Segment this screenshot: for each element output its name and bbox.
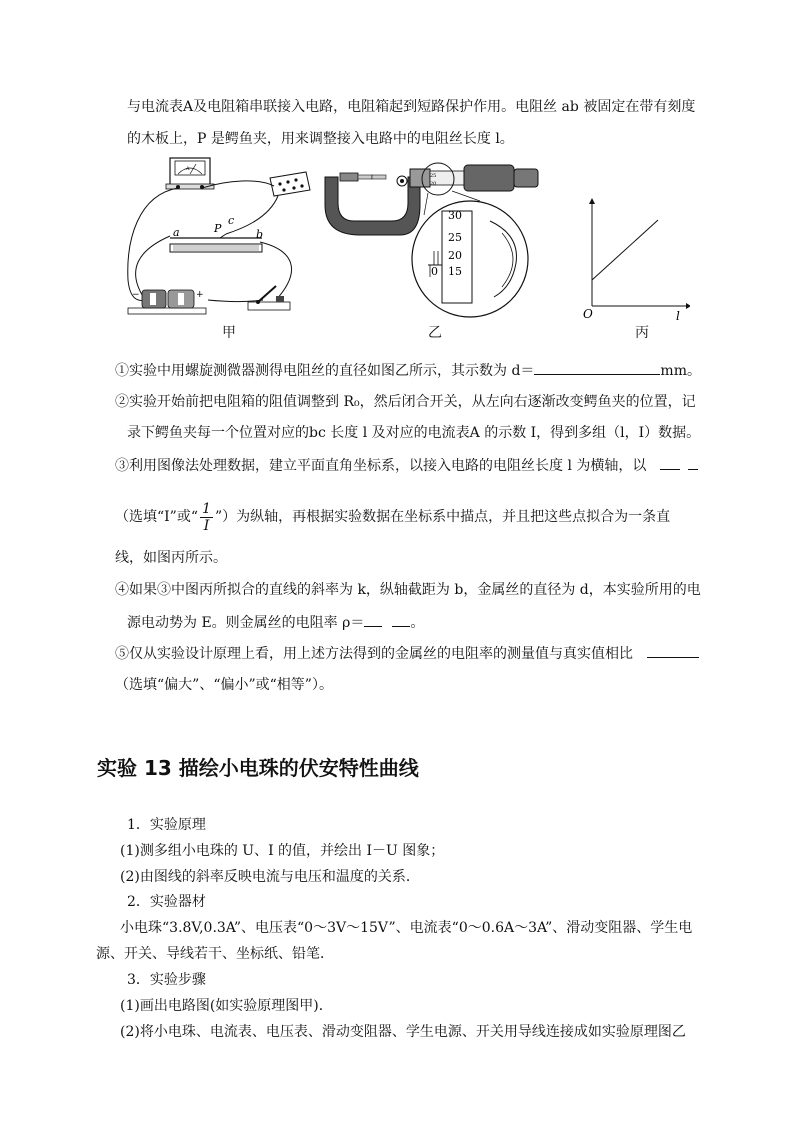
micrometer-figure [320,155,545,325]
section-line: (2)由图线的斜率反映电流与电压和温度的关系． [120,869,420,885]
question-4-line-1: ④如果③中图丙所拟合的直线的斜率为 k，纵轴截距为 b，金属丝的直径为 d，本实验所用的电 [115,582,701,598]
svg-text:+: + [196,290,204,300]
section-line: 1．实验原理 [127,817,206,833]
svg-text:25: 25 [430,173,437,179]
svg-text:0: 0 [431,265,438,278]
figure-jia-label: 甲 [222,325,236,341]
svg-text:c: c [228,214,235,227]
fraction-1-over-I: $\frac{1}{I}$ [202,500,211,534]
answer-blank-1[interactable] [534,360,660,375]
question-3-line-3: 线，如图丙所示。 [115,550,227,566]
origin-label: O [583,307,593,321]
svg-text:A: A [186,166,190,172]
answer-blank-4b[interactable] [392,612,410,627]
x-axis-label: l [676,309,680,323]
section-line: (1)画出电路图(如实验原理图甲)． [120,998,333,1014]
circuit-figure [118,150,323,320]
intro-line-1: 与电流表A及电阻箱串联接入电路，电阻箱起到短路保护作用。电阻丝 ab 被固定在带有刻度 [127,99,696,115]
answer-blank-3b[interactable] [688,455,698,470]
battery-icon [128,290,206,314]
figure-yi-label: 乙 [428,325,442,341]
section-line: 2．实验器材 [127,894,206,910]
section-line: 3．实验步骤 [127,972,206,988]
svg-text:20: 20 [448,249,462,262]
resistance-wire-board [170,238,262,252]
answer-blank-3a[interactable] [660,455,680,470]
figure-bing-label: 丙 [635,325,649,341]
section-line: (1)测多组小电珠的 U、I 的值，并绘出 I－U 图象； [120,843,445,859]
question-3-line-1: ③利用图像法处理数据，建立平面直角坐标系，以接入电路的电阻丝长度 l 为横轴，以 [115,455,698,476]
section-line: (2)将小电珠、电流表、电压表、滑动变阻器、学生电源、开关用导线连接成如实验原理图乙 [120,1024,686,1040]
line-graph-figure [580,198,690,323]
svg-text:30: 30 [448,209,462,222]
question-2-line-2: 录下鳄鱼夹每一个位置对应的bc 长度 l 及对应的电流表A 的示数 I，得到多组（l，I）数据。 [127,425,701,441]
svg-text:P: P [214,222,222,235]
svg-text:15: 15 [448,265,462,278]
answer-blank-4a[interactable] [364,612,382,627]
answer-blank-5[interactable] [647,643,699,658]
question-3-line-2: （选填“I”或“ $\frac{1}{I}$ ”）为纵轴，再根据实验数据在坐标系中描点，并且把这些点拟合为一条直 [115,500,671,534]
resistance-box-icon [270,172,310,196]
section-line: 源、开关、导线若干、坐标纸、铅笔． [96,946,334,962]
question-5-line-2: （选填“偏大”、“偏小”或“相等”）。 [115,677,333,693]
svg-text:a: a [173,226,180,239]
question-2-line-1: ②实验开始前把电阻箱的阻值调整到 R₀，然后闭合开关，从左向右逐渐改变鳄鱼夹的位置，记 [115,394,696,410]
question-1: ①实验中用螺旋测微器测得电阻丝的直径如图乙所示，其示数为 d＝ mm。 [115,360,701,381]
svg-text:−: − [132,290,140,300]
svg-text:25: 25 [448,231,462,244]
question-4-line-2: 源电动势为 E。则金属丝的电阻率 ρ＝ 。 [127,612,424,633]
section-heading: 实验 13 描绘小电珠的伏安特性曲线 [97,756,419,780]
micrometer-magnified-view [412,201,528,317]
section-line: 小电珠“3.8V,0.3A”、电压表“0～3V～15V”、电流表“0～0.6A～3A”、滑动变阻器、学生电 [120,920,693,936]
svg-text:20: 20 [430,181,437,187]
ammeter-icon [166,158,214,189]
intro-line-2: 的木板上，P 是鳄鱼夹，用来调整接入电路中的电阻丝长度 l。 [127,131,514,147]
question-5-line-1: ⑤仅从实验设计原理上看，用上述方法得到的金属丝的电阻率的测量值与真实值相比 [115,643,699,664]
svg-text:b: b [256,228,264,241]
